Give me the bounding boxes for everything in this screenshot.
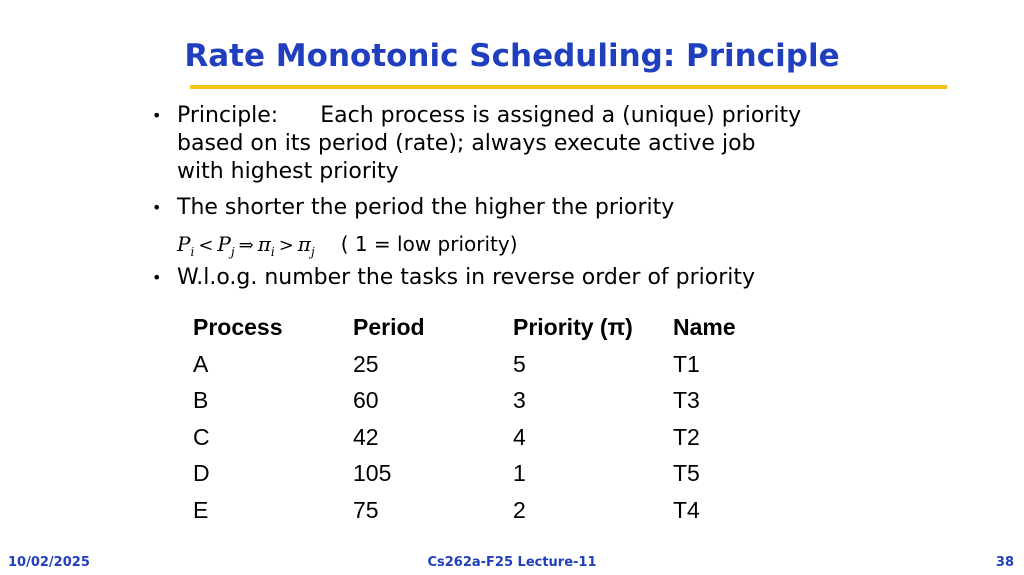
bullet-shorter-period: [152, 194, 674, 222]
formula-p-j: P: [217, 232, 231, 256]
bullet-shorter-period-text: The shorter the period the higher the priority: [177, 195, 675, 220]
cell-name: T4: [673, 496, 700, 523]
cell-name: T5: [673, 460, 700, 486]
formula-pi-j: π: [297, 232, 311, 256]
formula-sub-j2: j: [310, 245, 315, 259]
bullet-principle-line2: based on its period (rate); always execute active job: [177, 131, 756, 156]
cell-process: B: [193, 387, 209, 413]
formula-note: ( 1 = low priority): [340, 232, 518, 256]
table-row: [193, 424, 793, 461]
bullet-wlog: [152, 264, 755, 292]
table-row: [193, 351, 793, 388]
formula-sub-j: j: [230, 245, 235, 259]
footer-date: 10/02/2025: [8, 555, 90, 570]
table-row: [193, 460, 793, 497]
footer-course: Cs262a-F25 Lecture-11: [427, 555, 597, 570]
formula-greater-than: >: [278, 235, 294, 256]
table-row: [193, 387, 793, 424]
formula-p-i: P: [177, 232, 191, 256]
bullet-principle-line3: with highest priority: [177, 159, 399, 184]
header-priority: Priority (π): [513, 314, 633, 340]
bullet-principle-rest: Each process is assigned a (unique) priority: [320, 103, 802, 128]
bullet-marker: •: [152, 198, 162, 217]
cell-period: 75: [353, 496, 379, 523]
process-table: [193, 314, 793, 533]
cell-priority: 2: [513, 496, 526, 523]
cell-period: 25: [353, 350, 379, 377]
cell-process: A: [193, 350, 209, 377]
formula-implies: ⇒: [238, 235, 254, 256]
header-process: Process: [193, 314, 283, 340]
cell-period: 105: [353, 460, 392, 486]
table-header-row: [193, 314, 793, 351]
cell-name: T2: [673, 423, 700, 450]
cell-process: C: [193, 423, 210, 450]
bullet-principle-line1: [177, 102, 801, 130]
cell-period: 60: [353, 387, 379, 413]
cell-priority: 5: [513, 350, 526, 377]
formula-expression: [177, 232, 315, 259]
formula-sub-i2: i: [270, 245, 275, 259]
cell-name: T3: [673, 387, 700, 413]
footer-page-number: 38: [995, 555, 1014, 570]
bullet-marker: •: [152, 106, 162, 125]
title-underline: [190, 85, 947, 89]
cell-period: 42: [353, 423, 379, 450]
formula-less-than: <: [198, 235, 214, 256]
bullet-principle-lead: Principle:: [177, 103, 279, 128]
cell-name: T1: [673, 350, 700, 377]
cell-process: E: [193, 496, 209, 523]
bullet-wlog-text: W.l.o.g. number the tasks in reverse order of priority: [177, 265, 756, 290]
bullet-marker: •: [152, 268, 162, 287]
table-row: [193, 497, 793, 534]
cell-priority: 1: [513, 460, 526, 486]
header-name: Name: [673, 314, 736, 340]
cell-process: D: [193, 460, 210, 486]
cell-priority: 3: [513, 387, 526, 413]
slide-title: Rate Monotonic Scheduling: Principle: [184, 38, 840, 74]
formula-pi-i: π: [257, 232, 271, 256]
bullet-principle: [152, 102, 801, 186]
formula-sub-i: i: [190, 245, 195, 259]
cell-priority: 4: [513, 423, 526, 450]
priority-formula: [177, 230, 518, 266]
header-period: Period: [353, 314, 425, 340]
